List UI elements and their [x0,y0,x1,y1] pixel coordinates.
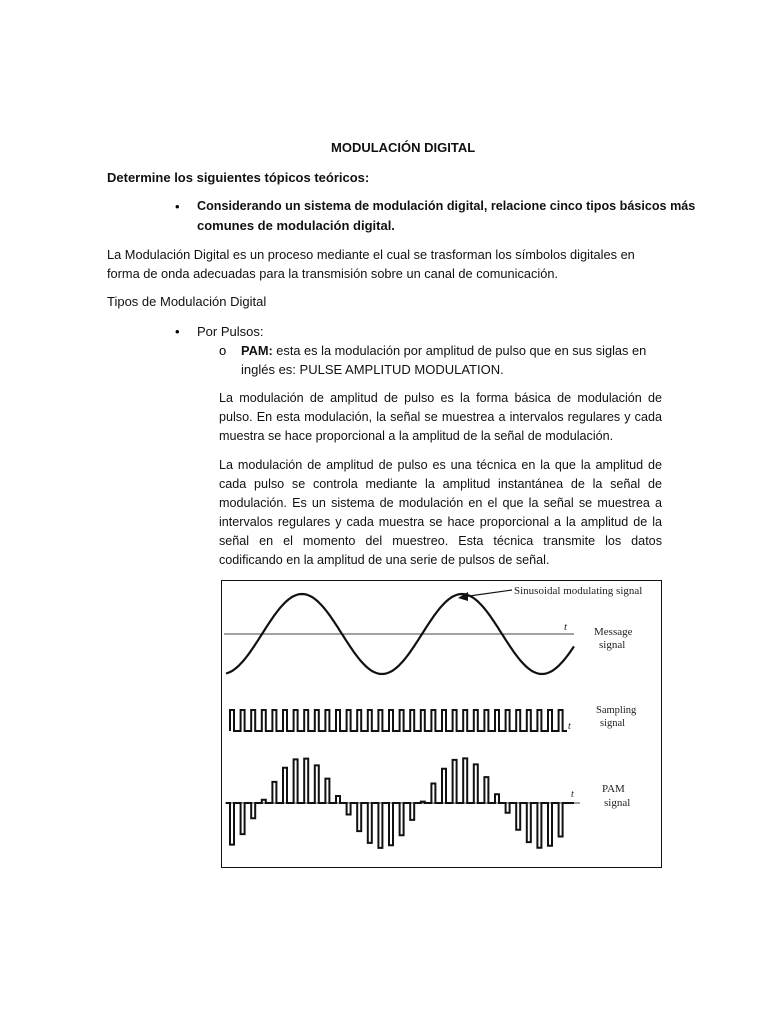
bullet-pulses: Por Pulsos: [197,324,264,339]
section-heading: Tipos de Modulación Digital [107,294,267,309]
pam-pulse-train [226,758,574,848]
pam-line-1 [241,341,662,360]
question-line-1: Considerando un sistema de modulación digital, relacione cinco tipos básicos más [197,199,696,213]
sampling-label-1: Sampling [596,705,637,716]
document-title: MODULACIÓN DIGITAL [331,140,476,155]
t-axis-label: t [568,721,571,732]
sub-bullet-marker: o [219,343,227,358]
pam-line-2: inglés es: PULSE AMPLITUD MODULATION. [241,362,504,377]
instruction-heading: Determine los siguientes tópicos teóricos: [107,170,370,185]
sampling-pulse-train [230,710,567,731]
pam-label: PAM: [241,343,273,358]
intro-paragraph: La Modulación Digital es un proceso mediante el cual se trasforman los símbolos digitales en forma de onda adecuadas para la transmisión sobre un canal de comunicación. [107,247,635,281]
pam-line-1-text: esta es la modulación por amplitud de pulso que en sus siglas en [272,343,647,358]
t-axis-label: t [564,621,568,633]
message-label-2: signal [599,639,626,651]
t-axis-label: t [571,789,574,800]
message-label-1: Message [594,626,633,638]
sinusoid-label: Sinusoidal modulating signal [514,585,643,597]
sampling-label-2: signal [600,718,626,729]
pam-diagram [222,581,661,867]
arrow-line [462,590,512,597]
pam-paragraph-2: La modulación de amplitud de pulso es una técnica en la que la amplitud de cada pulso se controla mediante la amplitud instantánea de la señal de modulación. Es un sistema de modulación en el que la señal se muestrea a intervalos regulares y cada muestra se hace proporcional a la amplitud de la señal en el momento del muestreo. Esta técnica transmite los datos codificando en la amplitud de una serie de pulsos de señal. [219,458,662,567]
pam-label-1: PAM [602,783,625,795]
bullet-dot: • [175,324,180,339]
pam-label-2: signal [604,797,631,809]
question-line-2: comunes de modulación digital. [197,218,395,233]
pam-figure [221,580,662,868]
pam-paragraph-1: La modulación de amplitud de pulso es la forma básica de modulación de pulso. En esta modulación, la señal se muestrea a intervalos regulares y cada muestra se hace proporcional a la amplitud de la señal de modulación. [219,391,662,443]
bullet-dot: • [175,199,180,214]
